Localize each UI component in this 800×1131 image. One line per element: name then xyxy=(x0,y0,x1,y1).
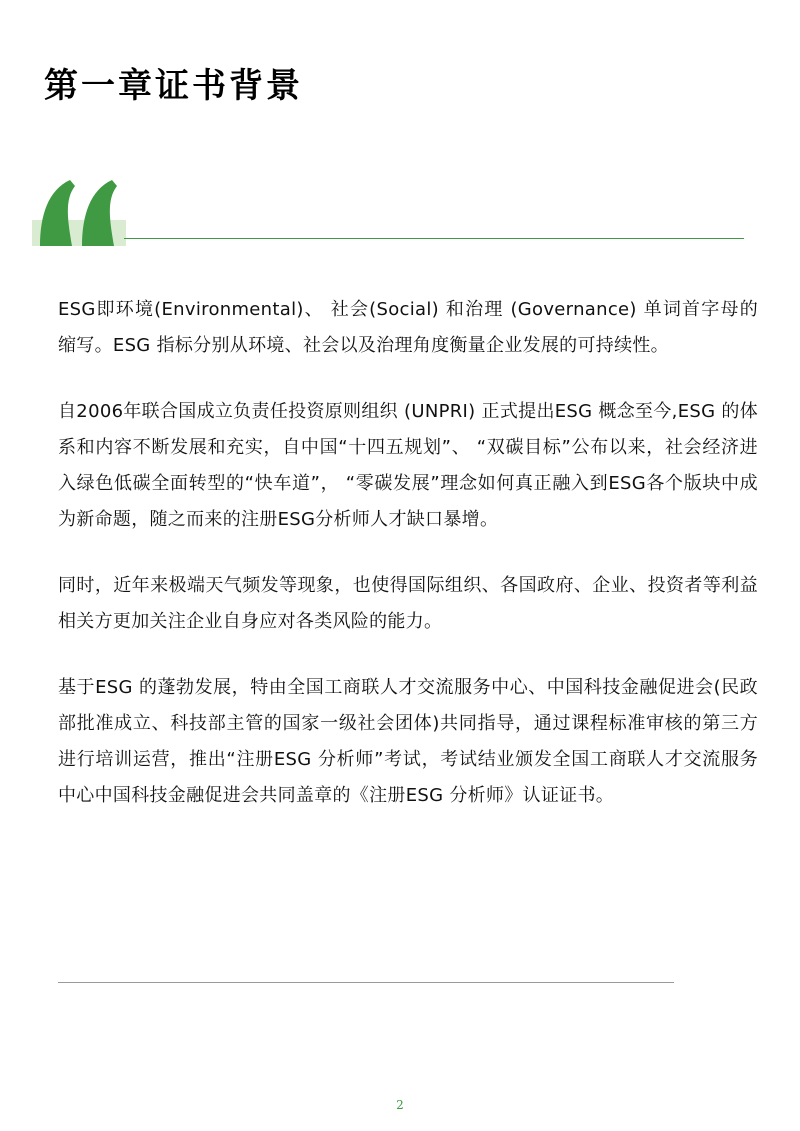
quote-divider-line xyxy=(124,238,744,239)
bottom-divider-line xyxy=(58,982,674,983)
paragraph-esg-definition: ESG即环境(Environmental)、 社会(Social) 和治理 (Governance) 单词首字母的缩写。ESG 指标分别从环境、社会以及治理角度衡量企业发展的可持续性。 xyxy=(58,299,758,356)
body-text xyxy=(58,292,758,844)
paragraph-risk-awareness: 同时，近年来极端天气频发等现象，也使得国际组织、各国政府、企业、投资者等利益相关方更加关注企业自身应对各类风险的能力。 xyxy=(58,575,758,632)
quote-mark-icon xyxy=(30,176,130,248)
paragraph-esg-development: 自2006年联合国成立负责任投资原则组织 (UNPRI) 正式提出ESG 概念至今,ESG 的体系和内容不断发展和充实，自中国“十四五规划”、 “双碳目标”公布以来，社会经济进入绿色低碳全面转型的“快车道”， “零碳发展”理念如何真正融入到ESG各个版块中成为新命题，随之而来的注册ESG分析师人才缺口暴增。 xyxy=(58,401,758,530)
page-number: 2 xyxy=(396,1098,404,1112)
paragraph-certificate: 基于ESG 的蓬勃发展，特由全国工商联人才交流服务中心、中国科技金融促进会(民政部批准成立、科技部主管的国家一级社会团体)共同指导，通过课程标准审核的第三方进行培训运营，推出“注册ESG 分析师”考试，考试结业颁发全国工商联人才交流服务中心中国科技金融促进会共同盖章的《注册ESG 分析师》认证证书。 xyxy=(58,677,758,806)
chapter-title: 第一章证书背景 xyxy=(44,66,303,106)
